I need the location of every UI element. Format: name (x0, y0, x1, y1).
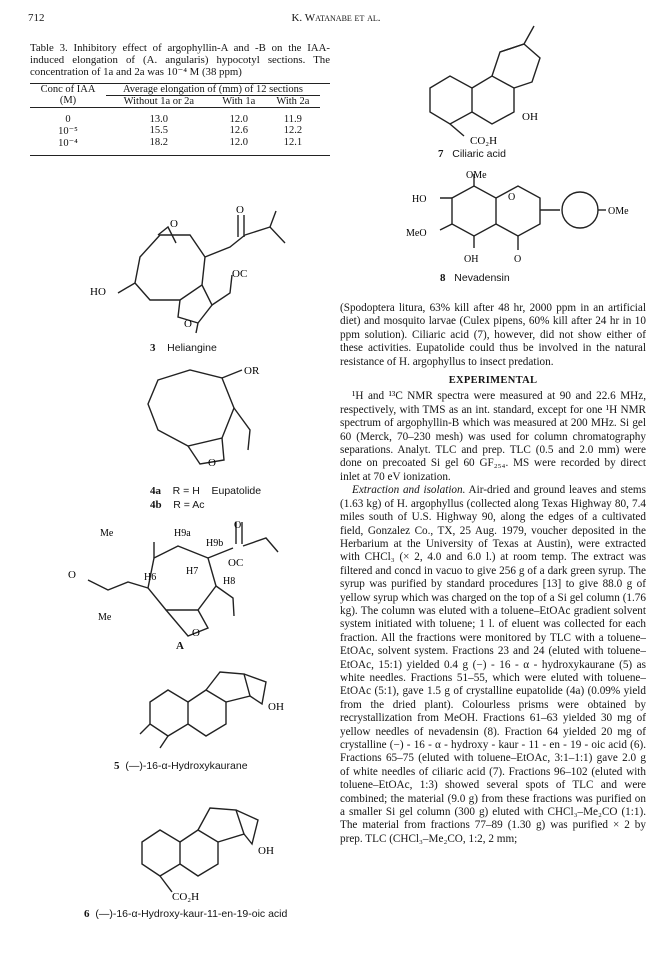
caption-a: A (176, 640, 184, 652)
o-label: O (192, 627, 200, 638)
oc-label: OC (228, 557, 244, 569)
table-header-col: Without 1a or 2a (123, 95, 195, 107)
table-header-conc: Conc of IAA (40, 83, 96, 95)
caption-7: 7 Ciliaric acid (438, 148, 506, 160)
table-row (30, 114, 320, 125)
table-header-col: With 1a (222, 95, 256, 107)
structure-3 (80, 205, 320, 335)
intro-paragraph: (Spodoptera litura, 63% kill after 48 hr, 2000 ppm in an artificial diet) and mosquito larvae (Culex pipens, 60% kill after 24 hr in 10 ppm solution). Ciliaric acid (7), however, did not show either of these activities. Eupatolide could thus be involved in the natural resistance of H. argophyllus to insect predation. (340, 302, 646, 368)
h6-label: H6 (144, 572, 157, 583)
o-label: O (170, 218, 178, 230)
table-row (30, 137, 320, 149)
h9a-label: H9a (174, 528, 191, 539)
table-cell: 12.0 (229, 137, 248, 149)
structure-7 (410, 18, 580, 148)
caption-8: 8 Nevadensin (440, 272, 510, 284)
co2h-label: CO₂H (172, 891, 200, 902)
or-label: OR (244, 365, 260, 377)
structure-4 (130, 360, 300, 470)
table-cell: 10⁻⁵ (58, 125, 78, 137)
section-heading: EXPERIMENTAL (448, 375, 538, 387)
structure-8 (400, 168, 640, 288)
oh-label: OH (268, 701, 284, 713)
table-cell: 15.5 (149, 125, 169, 137)
caption-3: 3 Heliangine (150, 342, 217, 354)
table-3-caption: Table 3. Inhibitory effect of argophyllin-A and -B on the IAA-induced elongation of (A. angularis) hypocotyl sections. The concentration of 1a and 2a was 10⁻⁴ M (38 ppm) (30, 42, 330, 79)
oh-label: OH (258, 845, 274, 857)
o-label: O (208, 457, 216, 469)
o-label: O (234, 520, 242, 531)
structure-5 (120, 660, 320, 750)
oh-label: OH (464, 254, 479, 265)
ome-label: OMe (466, 170, 487, 181)
o-label: O (236, 205, 244, 216)
table-cell: 18.2 (149, 137, 169, 149)
meo-label: MeO (406, 228, 427, 239)
table-header-group: Average elongation of (mm) of 12 sections (106, 84, 320, 96)
o-label: O (514, 254, 522, 265)
caption-4: 4a R = H Eupatolide 4b R = Ac (150, 485, 262, 511)
oc-label: OC (232, 268, 248, 280)
o-label: O (508, 192, 516, 203)
me-label: Me (98, 612, 112, 623)
table-header-col: With 2a (276, 95, 310, 107)
structure-6 (112, 792, 312, 902)
o-label: O (68, 569, 76, 581)
h7-label: H7 (186, 566, 199, 577)
o-label: O (184, 318, 192, 330)
experimental-paragraph: ¹H and ¹³C NMR spectra were measured at 90 and 22.6 MHz, respectively, with TMS as an int. standard, except for one ¹H NMR spectrum of argophyllin-B which was measured at 200 MHz. Si gel 60 (Merck, 70–230 mesh) was used for column chromatography separations. Analyt. TLC and prep. TLC (0.5 and 2.0 mm) were done on precoated Si gel 60 GF₂₅₄. MS were recorded by direct inlet at 70 eV ionization. (340, 390, 646, 483)
table-cell: 10⁻⁴ (58, 137, 78, 149)
table-cell: 11.9 (283, 113, 302, 125)
right-column (340, 302, 646, 954)
extraction-paragraph: Air-dried and ground leaves and stems (1.63 kg) of H. argophyllus (collected along Texas Highway 80, 7.4 miles south of U.S. Highway 90, along the edges of a cultivated field, Gonzalez Co., TX, 25 Aug. 1979, voucher deposited in the Herbarium at the University of Texas at Austin), were extracted with CHCl₃ (× 2, 4.0 and 6.0 l.) at room temp. The extract was filtered and concd in vacuo to give 256 g of a dark green syrup. The syrup was purified by standard procedures [13] to give 88.0 g of yellow syrup which was charged on the top of a Si gel column (1.76 kg). The column was eluted with a toluene–EtOAc gradient solvent system initiated with toluene; 1 l. of eluent was collected for each fraction. All the fractions were monitored by TLC with a toluene–EtOAc, solvent system. Fractions 23 and 24 (eluted with toluene–EtOAc, 15:1) yielded 0.4 g (−) - 16 - α - hydroxykaurane (5) as white needles. Fractions 51–55, which were eluted with toluene–EtOAc (5:1), gave 1.5 g of crystalline eupatolide (4a) (0.09% yield from the dried plant). Colourless prisms were obtained by recrystallization from MeOH. Fractions 61–63 yielded 30 mg of yellow needles of nevadensin (8). Fraction 64 yielded 20 mg of crystalline (−) - 16 - α - hydroxy - kaur - 11 - en - 19 - oic acid (6). Fractions 65–75 (eluted with toluene–EtOAc, 3:1–1:1) gave 2.0 g of white needles of ciliaric acid (7). Fractions 96–102 (eluted with toluene–EtOAc, 1:3) showed several spots of TLC and were combined; the material (9.0 g) from these fractions was purified on a smaller Si gel column (300 g) eluted with CHCl₃–Me₂CO (1:1). The material from fractions 77–89 (1.30 g) was purified × 2 by prep. TLC (CHCl₃–Me₂CO, 1:2, 2 mm; (340, 484, 646, 845)
ome-label: OMe (608, 206, 629, 217)
table-cell: 12.2 (283, 125, 303, 137)
table-cell: 12.1 (283, 137, 303, 149)
oh-label: OH (522, 111, 538, 123)
table-cell: 0 (65, 113, 71, 125)
table-header-unit: (M) (59, 95, 77, 107)
caption-6: 6 (—)-16-α-Hydroxy-kaur-11-en-19-oic acid (84, 908, 288, 920)
structure-a (58, 518, 318, 638)
table-3-grid (30, 84, 320, 149)
table-row (30, 125, 320, 137)
extraction-title: Extraction and isolation. (352, 484, 466, 497)
h8-label: H8 (223, 576, 236, 587)
h9b-label: H9b (206, 538, 224, 549)
running-head: K. Watanabe et al. (291, 12, 381, 24)
co2h-label: CO₂H (470, 135, 498, 147)
table-3 (30, 42, 330, 156)
ho-label: HO (412, 194, 427, 205)
page-number: 712 (28, 12, 45, 24)
caption-5: 5 (—)-16-α-Hydroxykaurane (114, 760, 248, 772)
table-cell: 12.6 (229, 125, 248, 137)
me-label: Me (100, 528, 114, 539)
ho-label: HO (90, 286, 106, 298)
table-cell: 12.0 (229, 113, 248, 125)
table-cell: 13.0 (149, 113, 169, 125)
